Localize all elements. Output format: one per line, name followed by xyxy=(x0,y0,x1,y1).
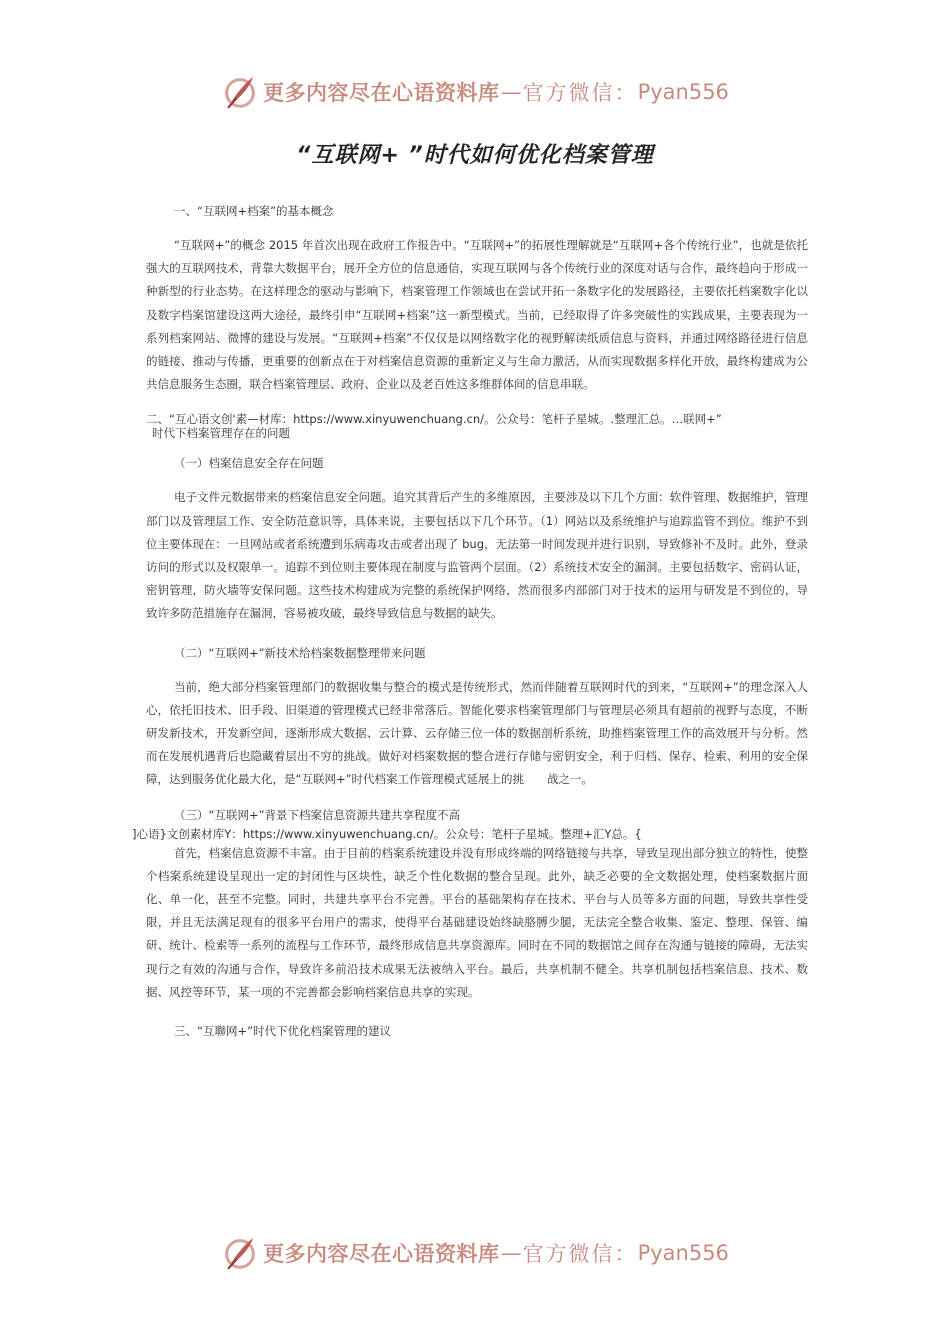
banner-wechat-id: Pyan556 xyxy=(637,1241,729,1265)
document-body xyxy=(132,200,808,1042)
banner-text: 更多内容尽在心语资料库 xyxy=(263,80,500,105)
banner-separator: — xyxy=(500,1241,522,1265)
section-2-1-paragraph: 电子文件元数据带来的档案信息安全问题。追究其背后产生的多维原因，主要涉及以下几个方面：软件管理、数据维护，管理部门以及管理层工作、安全防范意识等，具体来说，主要包括以下几个环节。（1）网站以及系统维护与追踪监管不到位。维护不到位主要体现在：一旦网站或者系统遭到乐病毒攻击或者出现了 bug，无法第一时间发现并进行识别，导致修补不及时。此外，登录访问的形式以及权限单一。追踪不到位则主要体现在制度与监管两个层面。（2）系统技术安全的漏洞。主要包括数字、密码认证，密钥管理，防火墙等安保问题。这些技术构建成为完整的系统保护网络，然而很多内部部门对于技术的运用与研发是不到位的，导致许多防范措施存在漏洞，容易被攻破，最终导致信息与数据的缺失。 xyxy=(146,490,808,621)
banner-wechat-id: Pyan556 xyxy=(637,80,729,104)
banner-separator: — xyxy=(500,80,522,104)
section-1-paragraph: “互联网+”的概念 2015 年首次出现在政府工作报告中。“互联网+”的拓展性理解就是“互联网+各个传统行业”，也就是依托强大的互联网技术，背靠大数据平台，展开全方位的信息通信，实现互联网与各个传统行业的深度对话与合作，最终趋向于形成一种新型的行业态势。在这样理念的驱动与影响下，档案管理工作领域也在尝试开拓一条数字化的发展路径，主要依托档案数字化以及数字档案馆建设这两大途径，最终引申“互联网+档案”这一新型模式。当前，已经取得了许多突破性的实践成果，主要表现为一系列档案网站、微博的建设与发展。“互联网+档案”不仅仅是以网络数字化的视野解读纸质信息与资料，并通过网络路径进行信息的链接、推动与传播，更重要的创新点在于对档案信息资源的重新定义与生命力激活，从而实现数据多样化开放，最终构建成为公共信息服务生态圈，联合档案管理层、政府、企业以及老百姓这多维群体间的信息串联。 xyxy=(146,238,808,392)
feather-pen-logo-icon xyxy=(221,1234,259,1272)
section-1-heading: 一、“互联网+档案”的基本概念 xyxy=(174,204,334,218)
section-2-2-heading: （二）“互联网+”新技术给档案数据整理带来问题 xyxy=(174,645,426,660)
section-2-heading-line1: 二、“互心语文创'素—材库：https://www.xinyuwenchuang.cn/。公众号：笔杆子星城。.整理汇总。…联网+” xyxy=(146,412,722,427)
section-2-1-heading: （一）档案信息安全存在问题 xyxy=(174,456,324,471)
header-banner xyxy=(0,70,950,114)
watermark-text-line: ]心语}文创素材库Y：https://www.xinyuwenchuang.cn/。公众号：笔杆子星城。整理+汇Y总。{ xyxy=(132,826,642,841)
section-3-heading: 三、“互聯网+”时代下优化档案管理的建议 xyxy=(174,1024,392,1039)
document-title: “互联网+ ”时代如何优化档案管理 xyxy=(296,143,654,168)
section-2-2-paragraph: 当前，绝大部分档案管理部门的数据收集与整合的模式是传统形式，然而伴随着互联网时代的到来，“互联网+”的理念深入人心，依托旧技术、旧手段、旧渠道的管理模式已经非常落后。智能化要求档案管理部门与管理层必须具有超前的视野与态度，不断研发新技术，开发新空间，逐渐形成大数据、云计算、云存储三位一体的数据剖析系统，助推档案管理工作的高效展开与分析。然而在发展机遇背后也隐藏着层出不穷的挑战。做好对档案数据的整合进行存储与密钥安全，利于归档、保存、检索、利用的安全保障，达到服务优化最大化，是“互联网+”时代档案工作管理模式延展上的挑 战之一。 xyxy=(146,679,808,787)
section-2-3-heading: （三）“互联网+”背景下档案信息资源共建共享程度不高 xyxy=(174,807,461,822)
footer-banner xyxy=(0,1231,950,1275)
feather-pen-logo-icon xyxy=(221,73,259,111)
section-2-3-paragraph: 首先，档案信息资源不丰富。由于目前的档案系统建设并没有形成终端的网络链接与共享，导致呈现出部分独立的特性，使整个档案系统建设呈现出一定的封闭性与区块性，缺乏个性化数据的整合呈现。此外，缺乏必要的全文数据处理，使档案数据片面化、单一化，甚至不完整。同时，共建共享平台不完善。平台的基础架构存在技术、平台与人员等多方面的问题，导致共享性受限，并且无法满足现有的很多平台用户的需求，使得平台基础建设始终缺胳膊少腿，无法完全整合收集、鉴定、整理、保管、编研、统计、检索等一系列的流程与工作环节，最终形成信息共享资源库。同时在不同的数据馆之间存在沟通与链接的障碍，无法实现行之有效的沟通与合作，导致许多前沿技术成果无法被纳入平台。最后，共享机制不健全。共享机制包括档案信息、技术、数据、风控等环节，某一项的不完善都会影响档案信息共享的实现。 xyxy=(146,845,808,999)
banner-label: 官方微信： xyxy=(522,81,638,105)
banner-text: 更多内容尽在心语资料库 xyxy=(263,1241,500,1266)
section-2-heading-line2: 时代下档案管理存在的问题 xyxy=(152,426,290,441)
banner-label: 官方微信： xyxy=(522,1242,638,1266)
